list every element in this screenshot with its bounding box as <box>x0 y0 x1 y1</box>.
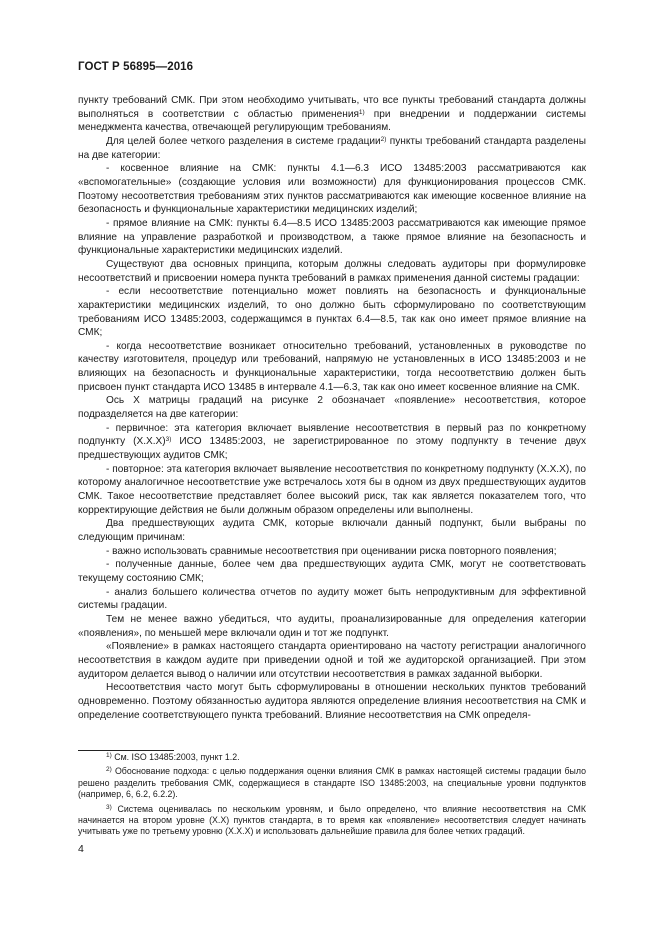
paragraph-principles: Существуют два основных принципа, которым должны следовать аудиторы при формулировке несоответствий и присвоении номера пункта требований в рамках применения данной системы градации: <box>78 258 586 284</box>
list-item-indirect-impact: - косвенное влияние на СМК: пункты 4.1—6.3 ИСО 13485:2003 рассматриваются как «вспомогательные» (создающие условия или возможности) для функционирования процессов СМК. Поэтому несоответствия требованиям этих пунктов рассматриваются как имеющие косвенное влияние на безопасность и функциональные характеристики медицинских изделий; <box>78 163 586 216</box>
paragraph-multiple-clauses: Несоответствия часто могут быть сформулированы в отношении нескольких пунктов требований одновременно. Поэтому обязанностью аудитора являются определение влияния несоответствия на СМК и определение соответствующего пункта требований. Влияние несоответствия на СМК определя- <box>78 682 586 721</box>
paragraph-x-axis: Ось X матрицы градаций на рисунке 2 обозначает «появление» несоответствия, которое подразделяется на две категории: <box>78 395 586 421</box>
footnote-1: $^{1)}$ См. ISO 13485:2003, пункт 1.2. <box>106 752 240 762</box>
document-header: ГОСТ Р 56895—2016 <box>78 61 194 73</box>
paragraph-2: Для целей более четкого разделения в системе градации$^{2)}$ пункты требований стандарта разделены на две категории: <box>78 135 586 161</box>
list-item-principle-2: - когда несоответствие возникает относительно требований, установленных в руководстве по качеству изготовителя, процедур или требований, напрямую не установленных в ИСО 13485:2003 и не влияющих на безопасность и функциональные характеристики, тогда несоответствию должен быть присвоен пункт стандарта ИСО 13485 в интервале 4.1—6.3, так как оно имеет косвенное влияние на СМК. <box>78 340 586 393</box>
paragraph-occurrence: «Появление» в рамках настоящего стандарта ориентировано на частоту регистрации аналогичного несоответствия в каждом аудите при приведении одной и той же аудиторской организацией. При этом аудитором делается вывод о наличии или отсутствии несоответствия в рамках заданной выборки. <box>78 641 586 680</box>
page-number: 4 <box>78 843 84 855</box>
list-item-reason-2: - полученные данные, более чем два предшествующих аудита СМК, могут не соответствовать текущему состоянию СМК; <box>78 559 586 584</box>
list-item-repeated: - повторное: эта категория включает выявление несоответствия по конкретному подпункту (X.X.X), по которому аналогичное несоответствие уже встречалось хотя бы в одном из двух предшествующих аудитов СМК. Такое несоответствие представляет более высокий риск, так как является показателем того, что корректирующие действия не были должным образом определены или выполнены. <box>78 463 586 516</box>
footnote-separator <box>78 750 174 751</box>
paragraph-1: пункту требований СМК. При этом необходимо учитывать, что все пункты требований стандарта должны выполняться в соответствии с областью применения$^{1)}$ при внедрении и поддержании системы менеджмента качества, отвечающей регулирующим требованиям. <box>78 95 586 134</box>
list-item-primary: - первичное: эта категория включает выявление несоответствия в первый раз по конкретному подпункту $(X.X.X)^{3)}$ ИСО 13485:2003, не зарегистрированное по этому подпункту в течение двух предшествующих аудитов СМК; <box>78 422 586 462</box>
list-item-principle-1: - если несоответствие потенциально может повлиять на безопасность и функциональные характеристики медицинских изделий, то оно должно быть сформулировано по соответствующим требованиям ИСО 13485:2003, содержащимся в пунктах 6.4—8.5, так как оно имеет прямое влияние на СМК; <box>78 286 586 339</box>
footnote-2: $^{2)}$ Обоснование подхода: с целью поддержания оценки влияния СМК в рамках настоящей системы градации было решено разделить требования СМК, содержащиеся в стандарте ISO 13485:2003, на специальные уровни подпунктов (например, 6, 6.2, 6.2.2). <box>78 766 586 800</box>
footnotes <box>78 752 586 841</box>
paragraph-nevertheless: Тем не менее важно убедиться, что аудиты, проанализированные для определения категории «появления», по меньшей мере включали один и тот же подпункт. <box>78 613 586 639</box>
paragraph-two-audits: Два предшествующих аудита СМК, которые включали данный подпункт, были выбраны по следующим причинам: <box>78 518 586 543</box>
footnote-3: $^{3)}$ Система оценивалась по нескольким уровням, и было определено, что влияние несоответствия на СМК начинается на втором уровне (X.X) пунктов стандарта, в то время как «появление» несоответствия следует начинать учитывать уже по третьему уровню (X.X.X) и использовать дальнейшие правила для более четких градаций. <box>78 803 586 837</box>
body-text <box>78 94 586 722</box>
list-item-reason-3: - анализ большего количества отчетов по аудиту может быть непродуктивным для эффективной системы градации. <box>78 586 586 612</box>
list-item-direct-impact: - прямое влияние на СМК: пункты 6.4—8.5 ИСО 13485:2003 рассматриваются как имеющие прямое влияние на управление разработкой и производством, а также прямое влияние на безопасность и функциональные характеристики медицинских изделий. <box>78 217 586 257</box>
list-item-reason-1: - важно использовать сравнимые несоответствия при оценивании риска повторного появления; <box>106 545 557 557</box>
